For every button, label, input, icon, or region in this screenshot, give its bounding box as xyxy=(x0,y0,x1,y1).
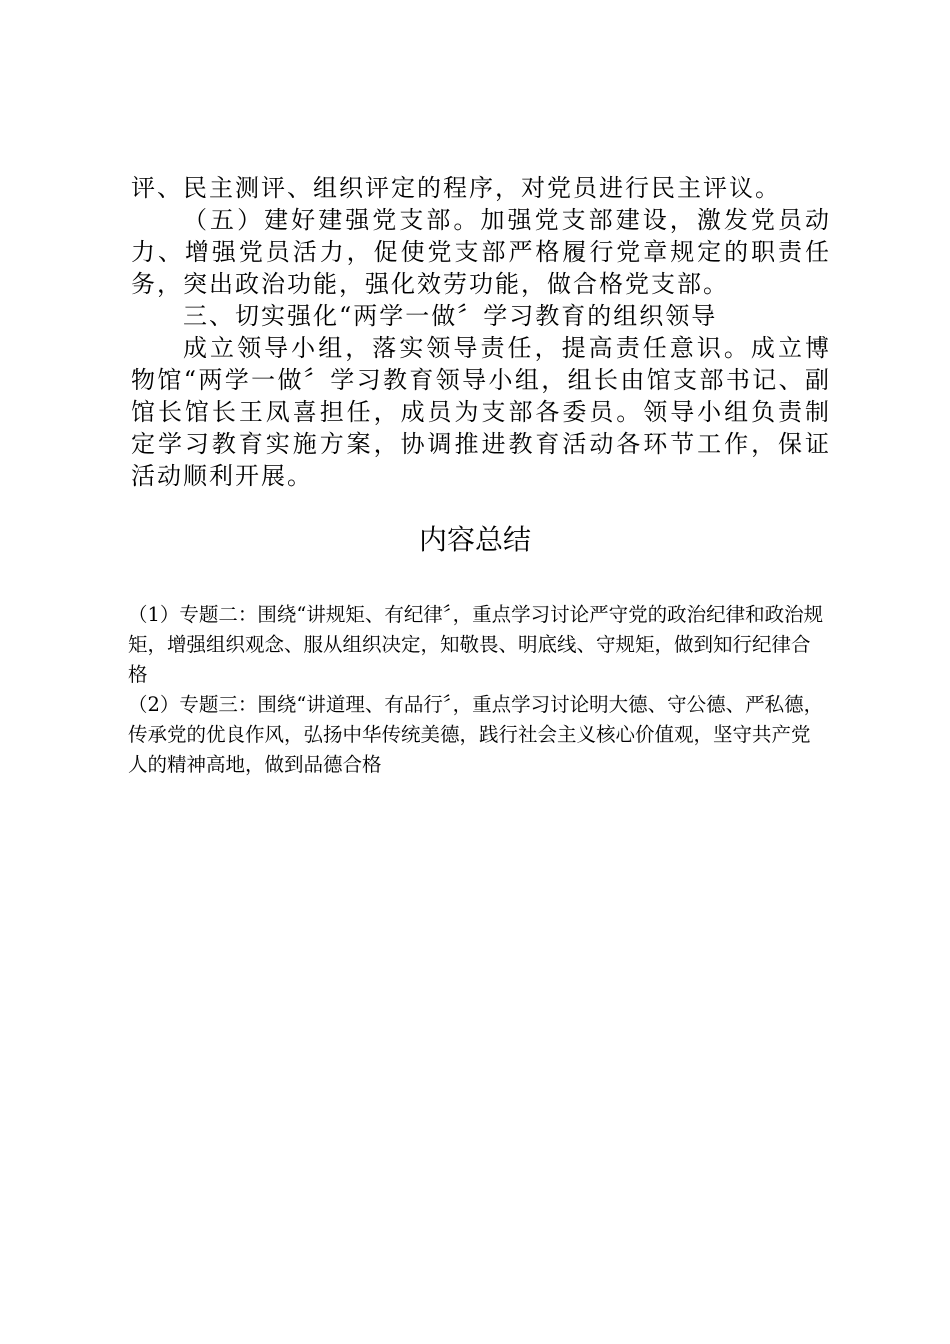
paragraph: （五）建好建强党支部。加强党支部建设，激发党员动力、增强党员活力，促使党支部严格履行党章规定的职责任务，突出政治功能，强化效劳功能，做合格党支部。 xyxy=(131,206,831,298)
body-text xyxy=(131,172,831,492)
summary-title: 内容总结 xyxy=(418,523,531,556)
section-heading: 三、切实强化“两学一做〞学习教育的组织领导 xyxy=(183,302,718,330)
summary-list xyxy=(128,600,828,780)
summary-item: （2）专题三：围绕“讲道理、有品行〞，重点学习讨论明大德、守公德、严私德，传承党的优良作风，弘扬中华传统美德，践行社会主义核心价值观，坚守共产党人的精神高地，做到品德合格 xyxy=(128,693,824,776)
paragraph: 成立领导小组，落实领导责任，提高责任意识。成立博物馆“两学一做〞学习教育领导小组，组长由馆支部书记、副馆长馆长王凤喜担任，成员为支部各委员。领导小组负责制定学习教育实施方案，协调推进教育活动各环节工作，保证活动顺利开展。 xyxy=(131,334,831,490)
summary-item: （1）专题二：围绕“讲规矩、有纪律〞，重点学习讨论严守党的政治纪律和政治规矩，增强组织观念、服从组织决定，知敬畏、明底线、守规矩，做到知行纪律合格 xyxy=(128,603,824,686)
paragraph: 评、民主测评、组织评定的程序，对党员进行民主评议。 xyxy=(131,174,781,202)
